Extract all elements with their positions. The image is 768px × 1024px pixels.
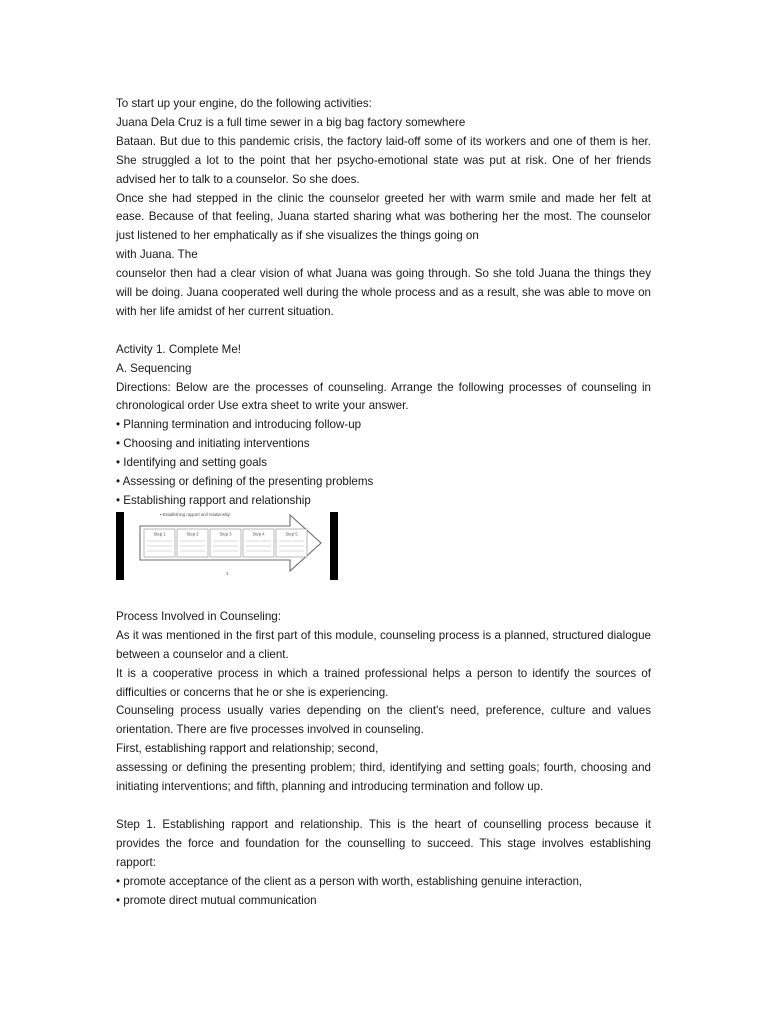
step-label: Step 3 [219, 531, 232, 537]
step-label: Step 4 [252, 531, 265, 537]
intro-paragraph: Once she had stepped in the clinic the counselor greeted her with warm smile and made her felt at ease. Because of that feeling, Juana started sharing what was bothering her the most. The counselor just listened to her emphatically as if she visualizes the things going on [116, 191, 651, 243]
step1-bullet: • promote acceptance of the client as a person with worth, establishing genuine interaction, [116, 874, 583, 888]
figure-border-right [330, 512, 338, 580]
activity-bullet: • Assessing or defining of the presenting problems [116, 475, 374, 489]
activity-directions: Directions: Below are the processes of counseling. Arrange the following processes of counseling in chronological order Use extra sheet to write your answer. [116, 380, 651, 413]
step1-paragraph: Step 1. Establishing rapport and relationship. This is the heart of counselling process because it provides the force and foundation for the counselling to succeed. This stage involves establishing rapport: [116, 817, 651, 869]
activity-subtitle: A. Sequencing [116, 361, 192, 375]
spacer [116, 797, 651, 816]
intro-paragraph: counselor then had a clear vision of what Juana was going through. So she told Juana the things they will be doing. Juana cooperated well during the whole process and as a result, she was able to move on with her life amidst of her current situation. [116, 267, 651, 318]
step-label: Step 5 [285, 531, 298, 537]
figure-page-mark: 1 [226, 570, 229, 576]
activity-bullet: • Choosing and initiating interventions [116, 437, 310, 451]
activity-bullet: • Identifying and setting goals [116, 456, 268, 470]
process-paragraph: It is a cooperative process in which a trained professional helps a person to identify the sources of difficulties or concerns that he or she is experiencing. [116, 666, 651, 699]
arrow-diagram [116, 512, 338, 580]
intro-heading: To start up your engine, do the following activities: [116, 97, 372, 110]
activity-title: Activity 1. Complete Me! [116, 342, 241, 356]
process-paragraph: assessing or defining the presenting problem; third, identifying and setting goals; fourth, choosing and initiating interventions; and fifth, planning and introducing termination and follow up. [116, 761, 651, 794]
sequencing-figure [116, 512, 338, 580]
process-title: Process Involved in Counseling: [116, 609, 281, 623]
step-label: Step 2 [186, 531, 199, 537]
activity-bullet: • Establishing rapport and relationship [116, 494, 311, 508]
process-paragraph: As it was mentioned in the first part of this module, counseling process is a planned, structured dialogue between a counselor and a client. [116, 628, 651, 661]
document-body [116, 95, 651, 910]
spacer [116, 322, 651, 341]
intro-line: with Juana. The [116, 248, 198, 262]
spacer [116, 580, 651, 608]
intro-paragraph: Bataan. But due to this pandemic crisis, the factory laid-off some of its workers and one of them is her. She struggled a lot to the point that her psycho-emotional state was put at risk. One of her friends advised her to talk to a counselor. So she does. [116, 134, 651, 186]
process-line: First, establishing rapport and relationship; second, [116, 742, 379, 756]
step1-bullet: • promote direct mutual communication [116, 893, 317, 907]
step-label: Step 1 [153, 531, 166, 537]
intro-line: Juana Dela Cruz is a full time sewer in a big bag factory somewhere [116, 115, 466, 129]
figure-caption: • Establishing rapport and relationship [160, 511, 231, 517]
activity-bullet: • Planning termination and introducing follow-up [116, 418, 362, 432]
figure-border-left [116, 512, 124, 580]
process-paragraph: Counseling process usually varies depending on the client's need, preference, culture and values orientation. There are five processes involved in counseling. [116, 704, 651, 737]
